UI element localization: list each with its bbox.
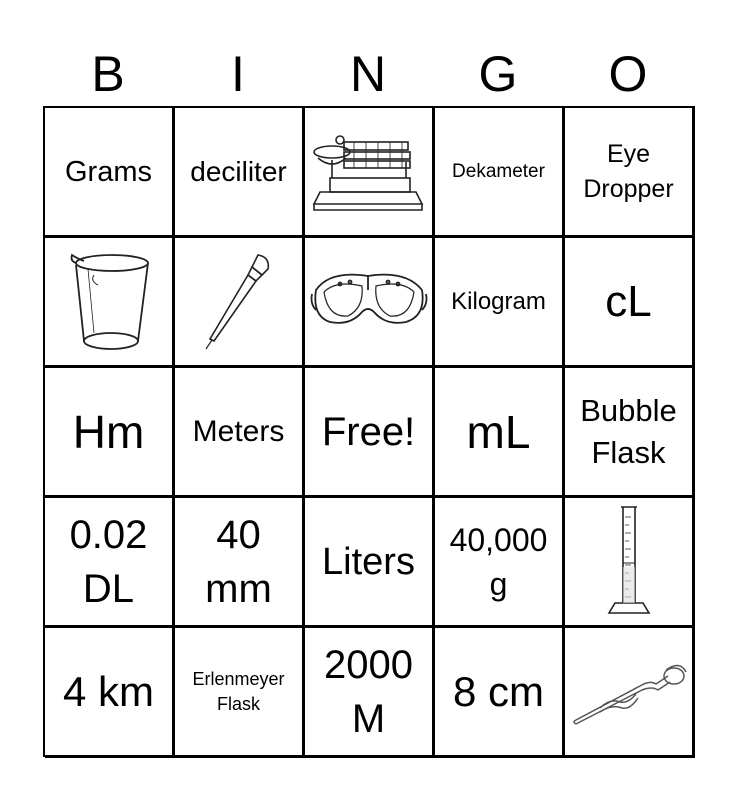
bingo-board bbox=[43, 106, 695, 757]
cell-label: 4 km bbox=[62, 667, 154, 715]
header-letter-b: B bbox=[91, 46, 125, 102]
header-letter-i: I bbox=[231, 46, 245, 102]
bingo-cell[interactable] bbox=[305, 628, 435, 758]
cell-label: cL bbox=[605, 276, 652, 326]
bingo-cell[interactable] bbox=[175, 108, 305, 238]
bingo-cell[interactable] bbox=[305, 498, 435, 628]
bingo-cell[interactable] bbox=[45, 238, 175, 368]
cell-label: Kilogram bbox=[451, 288, 546, 315]
cell-label: Meters bbox=[192, 414, 285, 448]
cell-label: Hm bbox=[72, 405, 145, 458]
test-tube-clamp-icon bbox=[570, 632, 688, 752]
cell-label: 2000 M bbox=[324, 642, 413, 741]
cell-label: Eye Dropper bbox=[583, 139, 674, 203]
cell-label: Erlenmeyer Flask bbox=[192, 668, 285, 714]
bingo-cell[interactable] bbox=[435, 628, 565, 758]
triple-beam-balance-icon bbox=[310, 112, 428, 232]
cell-label: 8 cm bbox=[452, 667, 544, 715]
bingo-cell[interactable] bbox=[305, 238, 435, 368]
graduated-cylinder-icon bbox=[599, 498, 659, 628]
bingo-cell[interactable] bbox=[175, 368, 305, 498]
bingo-cell[interactable] bbox=[175, 238, 305, 368]
pipette-dropper-icon bbox=[194, 238, 284, 368]
bingo-cell[interactable] bbox=[305, 108, 435, 238]
bingo-cell[interactable] bbox=[45, 498, 175, 628]
header-letter-o: O bbox=[608, 46, 648, 102]
bingo-cell[interactable] bbox=[435, 238, 565, 368]
beaker-icon bbox=[64, 238, 154, 368]
safety-goggles-icon bbox=[310, 242, 428, 362]
bingo-cell[interactable] bbox=[435, 368, 565, 498]
bingo-cell[interactable] bbox=[45, 108, 175, 238]
bingo-cell[interactable] bbox=[435, 108, 565, 238]
free-space-label: Free! bbox=[321, 409, 416, 454]
bingo-cell[interactable] bbox=[565, 108, 695, 238]
bingo-cell[interactable] bbox=[565, 368, 695, 498]
bingo-cell[interactable] bbox=[565, 628, 695, 758]
bingo-cell[interactable] bbox=[45, 628, 175, 758]
cell-label: mL bbox=[466, 405, 531, 458]
header-letter-n: N bbox=[349, 46, 387, 102]
cell-label: deciliter bbox=[190, 155, 287, 187]
bingo-cell[interactable] bbox=[565, 498, 695, 628]
cell-label: Liters bbox=[322, 540, 415, 583]
bingo-cell[interactable] bbox=[435, 498, 565, 628]
bingo-cell[interactable] bbox=[175, 498, 305, 628]
bingo-cell[interactable] bbox=[175, 628, 305, 758]
bingo-cell[interactable] bbox=[45, 368, 175, 498]
cell-label: Grams bbox=[65, 155, 152, 188]
header-letter-g: G bbox=[478, 46, 518, 102]
cell-label: 40,000 g bbox=[449, 521, 548, 602]
bingo-header bbox=[43, 44, 695, 104]
cell-label: 40 mm bbox=[205, 512, 272, 611]
bingo-cell[interactable] bbox=[565, 238, 695, 368]
cell-label: 0.02 DL bbox=[69, 512, 148, 611]
cell-label: Bubble Flask bbox=[580, 392, 677, 470]
cell-label: Dekameter bbox=[452, 160, 545, 182]
bingo-cell[interactable] bbox=[305, 368, 435, 498]
